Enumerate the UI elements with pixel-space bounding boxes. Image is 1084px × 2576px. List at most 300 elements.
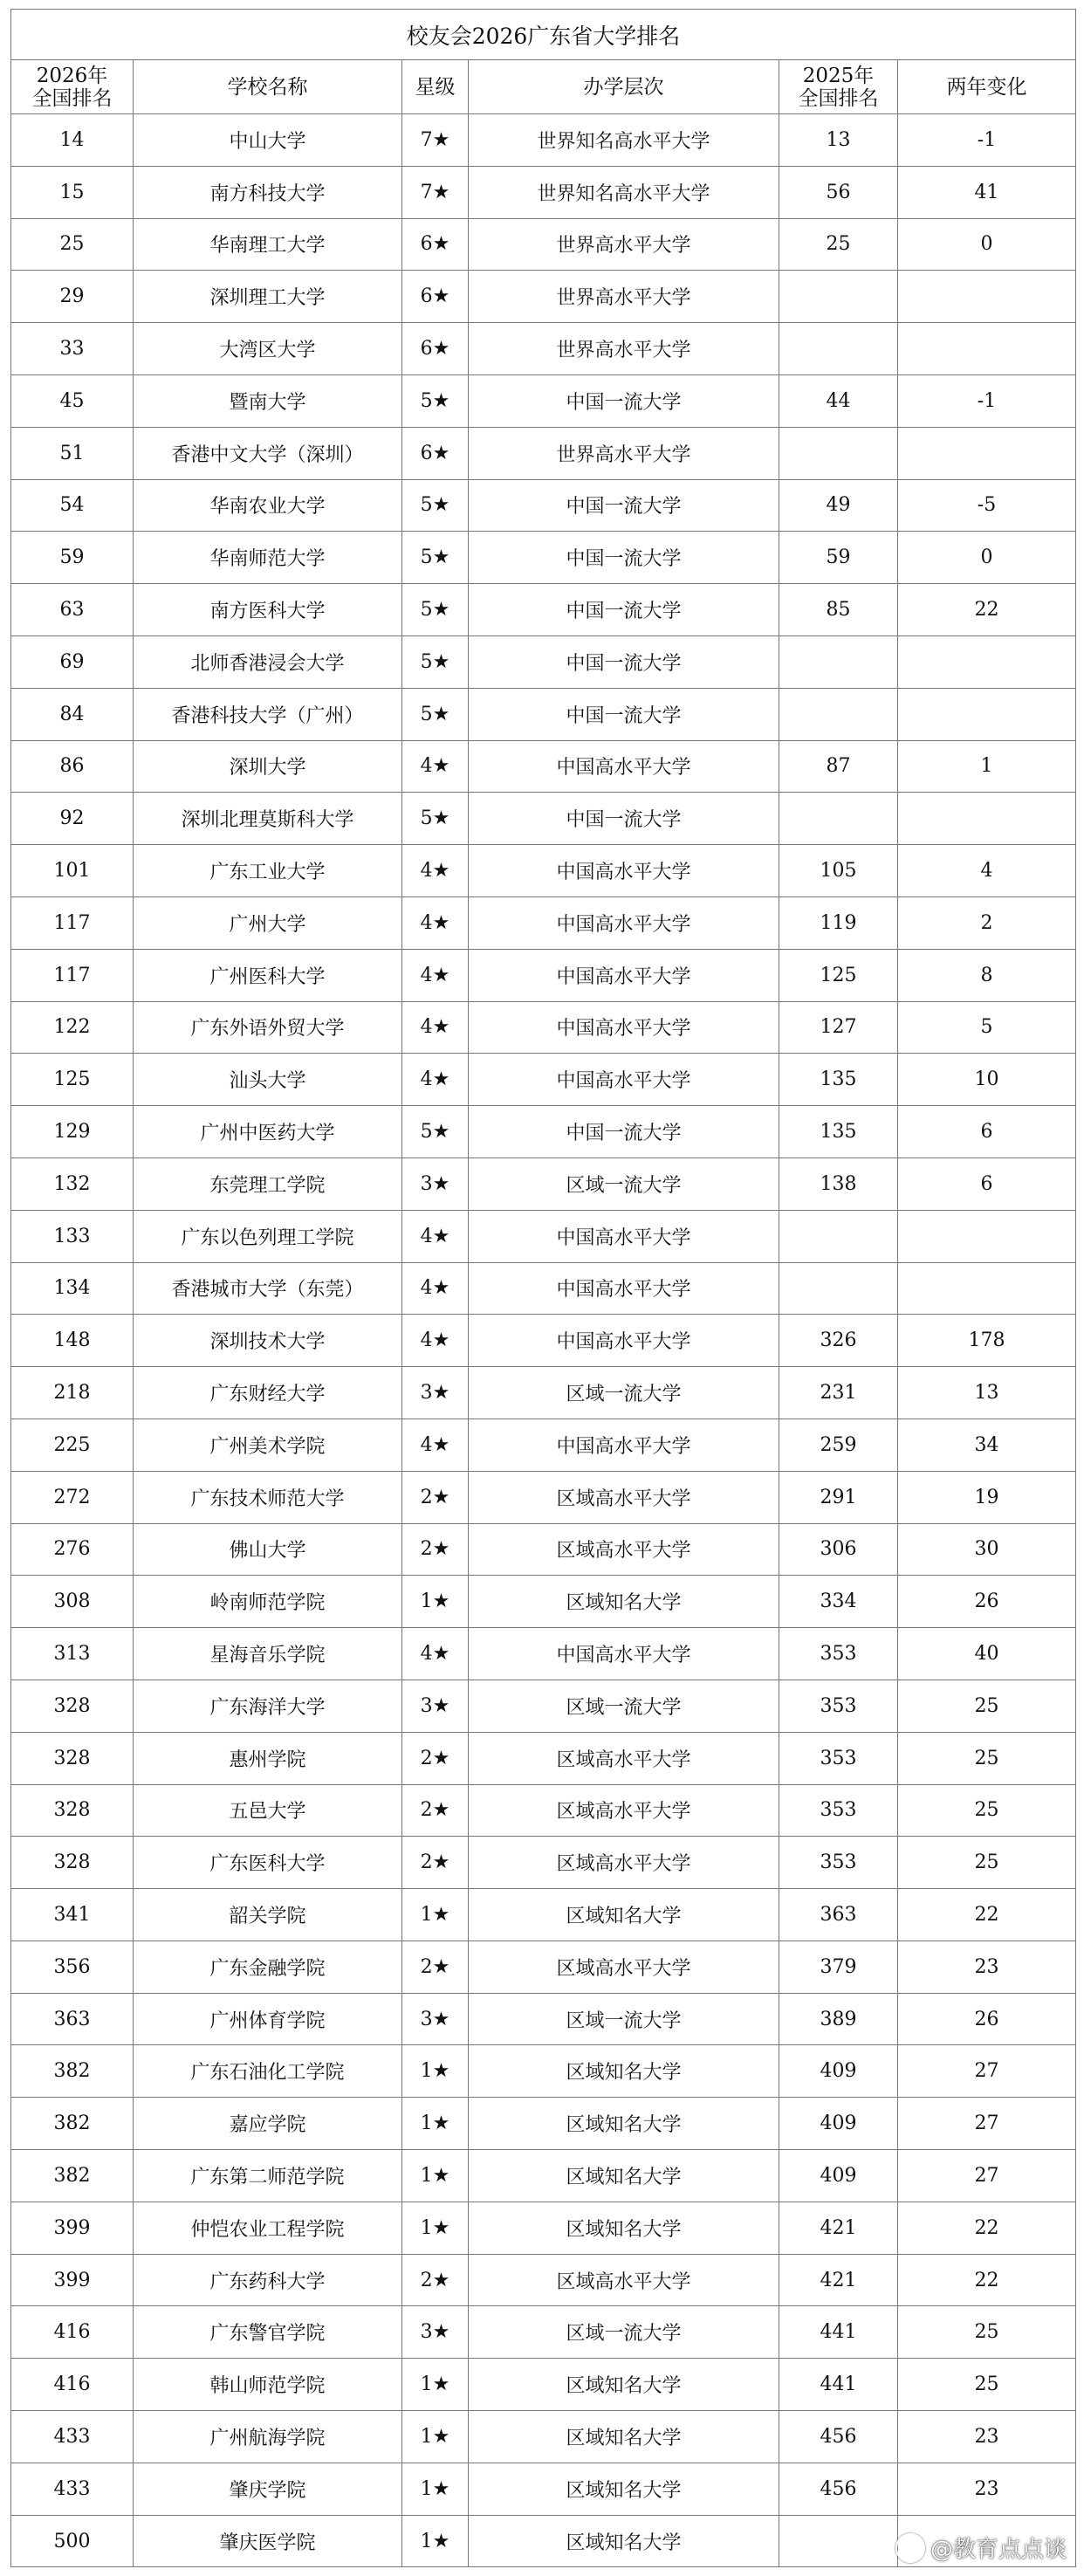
cell-level: 中国高水平大学 <box>469 949 779 1001</box>
table-row <box>11 1889 1076 1941</box>
cell-stars: 1★ <box>402 1889 469 1941</box>
table-body <box>11 114 1076 2567</box>
cell-stars: 2★ <box>402 1732 469 1784</box>
cell-school-name: 香港城市大学（东莞） <box>134 1262 402 1315</box>
cell-change: 27 <box>898 2098 1076 2150</box>
cell-school-name: 广东金融学院 <box>134 1941 402 1993</box>
cell-rank-2025: 49 <box>779 479 898 532</box>
cell-rank-2025: 326 <box>779 1315 898 1367</box>
cell-stars: 1★ <box>402 1576 469 1628</box>
table-row <box>11 949 1076 1001</box>
table-row <box>11 896 1076 949</box>
cell-rank-2025: 421 <box>779 2202 898 2254</box>
cell-rank-2025: 87 <box>779 740 898 793</box>
header-rank-2025: 2025年 全国排名 <box>779 60 898 114</box>
cell-rank-2025: 456 <box>779 2463 898 2515</box>
cell-rank-2026: 122 <box>11 1001 134 1054</box>
cell-change: 26 <box>898 1576 1076 1628</box>
cell-rank-2026: 382 <box>11 2150 134 2202</box>
cell-stars: 4★ <box>402 949 469 1001</box>
cell-rank-2025: 127 <box>779 1001 898 1054</box>
cell-rank-2025: 409 <box>779 2150 898 2202</box>
cell-rank-2026: 117 <box>11 949 134 1001</box>
table-row <box>11 1523 1076 1576</box>
cell-level: 区域高水平大学 <box>469 1784 779 1837</box>
cell-rank-2026: 84 <box>11 688 134 740</box>
cell-rank-2026: 416 <box>11 2306 134 2359</box>
header-change: 两年变化 <box>898 60 1076 114</box>
cell-stars: 3★ <box>402 1993 469 2045</box>
cell-rank-2025: 306 <box>779 1523 898 1576</box>
cell-change: -1 <box>898 374 1076 427</box>
cell-school-name: 广东以色列理工学院 <box>134 1210 402 1262</box>
cell-level: 区域知名大学 <box>469 1576 779 1628</box>
cell-rank-2026: 313 <box>11 1628 134 1680</box>
cell-rank-2026: 132 <box>11 1157 134 1210</box>
cell-school-name: 五邑大学 <box>134 1784 402 1837</box>
table-row <box>11 2306 1076 2359</box>
cell-level: 中国一流大学 <box>469 1106 779 1158</box>
cell-school-name: 肇庆医学院 <box>134 2515 402 2567</box>
cell-change: 6 <box>898 1106 1076 1158</box>
cell-rank-2025 <box>779 793 898 845</box>
table-row <box>11 1106 1076 1158</box>
cell-change: -1 <box>898 114 1076 167</box>
cell-change: 22 <box>898 1889 1076 1941</box>
cell-change: 1 <box>898 740 1076 793</box>
cell-change: 0 <box>898 218 1076 271</box>
cell-rank-2025: 125 <box>779 949 898 1001</box>
table-row <box>11 2254 1076 2306</box>
cell-change: 34 <box>898 1419 1076 1471</box>
cell-rank-2026: 272 <box>11 1471 134 1523</box>
cell-stars: 5★ <box>402 1106 469 1158</box>
cell-rank-2025: 363 <box>779 1889 898 1941</box>
header-school-name: 学校名称 <box>134 60 402 114</box>
table-row <box>11 1784 1076 1837</box>
table-row <box>11 635 1076 688</box>
cell-change: 178 <box>898 1315 1076 1367</box>
cell-school-name: 南方医科大学 <box>134 584 402 636</box>
table-row <box>11 1680 1076 1732</box>
cell-school-name: 深圳大学 <box>134 740 402 793</box>
cell-school-name: 深圳北理莫斯科大学 <box>134 793 402 845</box>
cell-school-name: 广州大学 <box>134 896 402 949</box>
cell-school-name: 广东医科大学 <box>134 1837 402 1889</box>
cell-school-name: 广州体育学院 <box>134 1993 402 2045</box>
cell-rank-2025: 85 <box>779 584 898 636</box>
cell-school-name: 韩山师范学院 <box>134 2359 402 2411</box>
cell-rank-2026: 276 <box>11 1523 134 1576</box>
cell-rank-2025 <box>779 2515 898 2567</box>
cell-level: 区域高水平大学 <box>469 1941 779 1993</box>
cell-rank-2026: 399 <box>11 2254 134 2306</box>
cell-school-name: 大湾区大学 <box>134 323 402 375</box>
cell-stars: 4★ <box>402 1315 469 1367</box>
table-row <box>11 2411 1076 2463</box>
header-level: 办学层次 <box>469 60 779 114</box>
cell-school-name: 广东海洋大学 <box>134 1680 402 1732</box>
cell-stars: 4★ <box>402 1419 469 1471</box>
cell-change: 22 <box>898 2254 1076 2306</box>
cell-rank-2025 <box>779 1210 898 1262</box>
table-row <box>11 1941 1076 1993</box>
cell-school-name: 广州美术学院 <box>134 1419 402 1471</box>
cell-level: 世界高水平大学 <box>469 218 779 271</box>
cell-rank-2026: 356 <box>11 1941 134 1993</box>
cell-level: 区域知名大学 <box>469 2202 779 2254</box>
cell-school-name: 北师香港浸会大学 <box>134 635 402 688</box>
cell-stars: 5★ <box>402 532 469 584</box>
cell-rank-2026: 218 <box>11 1367 134 1419</box>
cell-rank-2026: 382 <box>11 2098 134 2150</box>
cell-change <box>898 271 1076 323</box>
cell-change: 22 <box>898 584 1076 636</box>
cell-stars: 1★ <box>402 2515 469 2567</box>
cell-rank-2026: 433 <box>11 2463 134 2515</box>
cell-change: 8 <box>898 949 1076 1001</box>
cell-level: 区域一流大学 <box>469 1680 779 1732</box>
cell-change: 6 <box>898 1157 1076 1210</box>
cell-change: 19 <box>898 1471 1076 1523</box>
cell-change <box>898 323 1076 375</box>
table-row <box>11 740 1076 793</box>
watermark-text: @教育点点谈 <box>930 2537 1067 2563</box>
cell-rank-2026: 328 <box>11 1680 134 1732</box>
cell-level: 中国高水平大学 <box>469 1419 779 1471</box>
cell-rank-2025: 441 <box>779 2306 898 2359</box>
cell-school-name: 南方科技大学 <box>134 166 402 218</box>
cell-rank-2025: 421 <box>779 2254 898 2306</box>
cell-rank-2025: 353 <box>779 1837 898 1889</box>
cell-level: 中国一流大学 <box>469 688 779 740</box>
cell-rank-2025: 231 <box>779 1367 898 1419</box>
table-row <box>11 1419 1076 1471</box>
cell-change: 27 <box>898 2150 1076 2202</box>
table-row <box>11 1262 1076 1315</box>
table-row <box>11 793 1076 845</box>
cell-school-name: 惠州学院 <box>134 1732 402 1784</box>
cell-rank-2025: 379 <box>779 1941 898 1993</box>
cell-stars: 5★ <box>402 374 469 427</box>
table-row <box>11 1210 1076 1262</box>
cell-change: 25 <box>898 1680 1076 1732</box>
cell-level: 中国高水平大学 <box>469 1628 779 1680</box>
cell-school-name: 东莞理工学院 <box>134 1157 402 1210</box>
smiley-icon <box>895 2533 925 2563</box>
cell-rank-2026: 125 <box>11 1054 134 1106</box>
cell-stars: 4★ <box>402 1628 469 1680</box>
cell-rank-2025: 441 <box>779 2359 898 2411</box>
cell-rank-2026: 308 <box>11 1576 134 1628</box>
cell-level: 中国一流大学 <box>469 479 779 532</box>
cell-rank-2026: 133 <box>11 1210 134 1262</box>
cell-level: 区域知名大学 <box>469 2150 779 2202</box>
cell-change <box>898 635 1076 688</box>
cell-level: 中国高水平大学 <box>469 896 779 949</box>
cell-school-name: 佛山大学 <box>134 1523 402 1576</box>
cell-school-name: 中山大学 <box>134 114 402 167</box>
table-row <box>11 1471 1076 1523</box>
cell-rank-2025: 409 <box>779 2045 898 2098</box>
header-stars: 星级 <box>402 60 469 114</box>
cell-level: 区域高水平大学 <box>469 2254 779 2306</box>
cell-level: 世界高水平大学 <box>469 427 779 479</box>
table-row <box>11 2098 1076 2150</box>
cell-level: 区域知名大学 <box>469 2359 779 2411</box>
cell-rank-2026: 382 <box>11 2045 134 2098</box>
cell-level: 区域知名大学 <box>469 2411 779 2463</box>
cell-stars: 1★ <box>402 2150 469 2202</box>
cell-rank-2025: 56 <box>779 166 898 218</box>
table-row <box>11 166 1076 218</box>
table-row <box>11 1837 1076 1889</box>
cell-rank-2026: 433 <box>11 2411 134 2463</box>
cell-rank-2025: 334 <box>779 1576 898 1628</box>
cell-school-name: 广东药科大学 <box>134 2254 402 2306</box>
cell-stars: 5★ <box>402 635 469 688</box>
cell-change <box>898 793 1076 845</box>
cell-rank-2026: 51 <box>11 427 134 479</box>
cell-stars: 3★ <box>402 1157 469 1210</box>
cell-stars: 4★ <box>402 845 469 897</box>
cell-stars: 2★ <box>402 1941 469 1993</box>
cell-stars: 5★ <box>402 584 469 636</box>
cell-change: 25 <box>898 2359 1076 2411</box>
cell-school-name: 广东技术师范大学 <box>134 1471 402 1523</box>
cell-school-name: 广东外语外贸大学 <box>134 1001 402 1054</box>
table-row <box>11 2150 1076 2202</box>
cell-change: 22 <box>898 2202 1076 2254</box>
cell-level: 区域一流大学 <box>469 2306 779 2359</box>
cell-stars: 3★ <box>402 1367 469 1419</box>
cell-level: 中国高水平大学 <box>469 1315 779 1367</box>
cell-level: 区域高水平大学 <box>469 1471 779 1523</box>
cell-stars: 2★ <box>402 1523 469 1576</box>
cell-level: 中国高水平大学 <box>469 845 779 897</box>
cell-level: 中国一流大学 <box>469 635 779 688</box>
cell-level: 中国一流大学 <box>469 374 779 427</box>
cell-rank-2025 <box>779 427 898 479</box>
watermark <box>895 2531 1067 2564</box>
cell-change: 2 <box>898 896 1076 949</box>
cell-rank-2025: 353 <box>779 1732 898 1784</box>
cell-stars: 6★ <box>402 427 469 479</box>
cell-rank-2026: 148 <box>11 1315 134 1367</box>
cell-rank-2025: 259 <box>779 1419 898 1471</box>
cell-rank-2025 <box>779 323 898 375</box>
cell-school-name: 广东财经大学 <box>134 1367 402 1419</box>
cell-stars: 2★ <box>402 1784 469 1837</box>
cell-school-name: 广州航海学院 <box>134 2411 402 2463</box>
cell-stars: 5★ <box>402 688 469 740</box>
cell-rank-2025: 138 <box>779 1157 898 1210</box>
cell-rank-2026: 117 <box>11 896 134 949</box>
cell-school-name: 韶关学院 <box>134 1889 402 1941</box>
cell-rank-2026: 363 <box>11 1993 134 2045</box>
cell-rank-2025 <box>779 271 898 323</box>
cell-stars: 4★ <box>402 740 469 793</box>
cell-school-name: 肇庆学院 <box>134 2463 402 2515</box>
cell-level: 中国高水平大学 <box>469 1054 779 1106</box>
table-row <box>11 1001 1076 1054</box>
cell-rank-2025: 135 <box>779 1106 898 1158</box>
cell-rank-2026: 86 <box>11 740 134 793</box>
header-row <box>11 60 1076 114</box>
cell-stars: 7★ <box>402 166 469 218</box>
cell-level: 区域高水平大学 <box>469 1523 779 1576</box>
cell-stars: 7★ <box>402 114 469 167</box>
ranking-sheet <box>10 9 1075 2567</box>
cell-school-name: 广州医科大学 <box>134 949 402 1001</box>
cell-rank-2025: 105 <box>779 845 898 897</box>
cell-level: 中国一流大学 <box>469 584 779 636</box>
cell-stars: 1★ <box>402 2463 469 2515</box>
cell-change: 10 <box>898 1054 1076 1106</box>
cell-school-name: 汕头大学 <box>134 1054 402 1106</box>
table-row <box>11 323 1076 375</box>
cell-level: 中国高水平大学 <box>469 1262 779 1315</box>
table-row <box>11 584 1076 636</box>
cell-school-name: 广东工业大学 <box>134 845 402 897</box>
cell-change: -5 <box>898 479 1076 532</box>
cell-rank-2026: 341 <box>11 1889 134 1941</box>
cell-level: 区域高水平大学 <box>469 1837 779 1889</box>
cell-rank-2026: 399 <box>11 2202 134 2254</box>
cell-rank-2026: 25 <box>11 218 134 271</box>
table-row <box>11 1732 1076 1784</box>
cell-rank-2026: 328 <box>11 1837 134 1889</box>
cell-level: 中国高水平大学 <box>469 1210 779 1262</box>
cell-school-name: 嘉应学院 <box>134 2098 402 2150</box>
cell-change: 25 <box>898 2306 1076 2359</box>
cell-stars: 1★ <box>402 2202 469 2254</box>
cell-change: 26 <box>898 1993 1076 2045</box>
cell-change: 27 <box>898 2045 1076 2098</box>
cell-rank-2026: 225 <box>11 1419 134 1471</box>
cell-stars: 2★ <box>402 1471 469 1523</box>
cell-rank-2026: 15 <box>11 166 134 218</box>
cell-change: 0 <box>898 532 1076 584</box>
table-row <box>11 532 1076 584</box>
cell-stars: 3★ <box>402 1680 469 1732</box>
cell-rank-2026: 69 <box>11 635 134 688</box>
table-row <box>11 2202 1076 2254</box>
table-row <box>11 271 1076 323</box>
cell-stars: 1★ <box>402 2045 469 2098</box>
cell-school-name: 华南师范大学 <box>134 532 402 584</box>
cell-change: 23 <box>898 2463 1076 2515</box>
table-row <box>11 1157 1076 1210</box>
cell-rank-2026: 134 <box>11 1262 134 1315</box>
cell-rank-2026: 416 <box>11 2359 134 2411</box>
cell-change <box>898 427 1076 479</box>
cell-school-name: 香港科技大学（广州） <box>134 688 402 740</box>
cell-level: 区域一流大学 <box>469 1157 779 1210</box>
cell-school-name: 香港中文大学（深圳） <box>134 427 402 479</box>
cell-rank-2025: 25 <box>779 218 898 271</box>
cell-rank-2025: 353 <box>779 1628 898 1680</box>
cell-stars: 6★ <box>402 218 469 271</box>
cell-rank-2025: 291 <box>779 1471 898 1523</box>
cell-level: 中国一流大学 <box>469 793 779 845</box>
cell-school-name: 深圳技术大学 <box>134 1315 402 1367</box>
cell-level: 区域知名大学 <box>469 1889 779 1941</box>
cell-rank-2026: 59 <box>11 532 134 584</box>
cell-change: 25 <box>898 1837 1076 1889</box>
cell-level: 区域知名大学 <box>469 2515 779 2567</box>
cell-rank-2026: 500 <box>11 2515 134 2567</box>
cell-level: 世界知名高水平大学 <box>469 166 779 218</box>
cell-change: 40 <box>898 1628 1076 1680</box>
cell-school-name: 华南农业大学 <box>134 479 402 532</box>
table-row <box>11 688 1076 740</box>
cell-stars: 4★ <box>402 896 469 949</box>
cell-rank-2026: 45 <box>11 374 134 427</box>
cell-change <box>898 688 1076 740</box>
cell-change: 30 <box>898 1523 1076 1576</box>
cell-rank-2025: 119 <box>779 896 898 949</box>
cell-rank-2025: 13 <box>779 114 898 167</box>
cell-school-name: 仲恺农业工程学院 <box>134 2202 402 2254</box>
table-row <box>11 1576 1076 1628</box>
table-row <box>11 114 1076 167</box>
cell-stars: 3★ <box>402 2306 469 2359</box>
cell-rank-2025: 59 <box>779 532 898 584</box>
table-row <box>11 218 1076 271</box>
table-row <box>11 479 1076 532</box>
table-row <box>11 845 1076 897</box>
table-row <box>11 2045 1076 2098</box>
cell-change: 13 <box>898 1367 1076 1419</box>
cell-rank-2026: 54 <box>11 479 134 532</box>
table-row <box>11 1993 1076 2045</box>
cell-level: 中国一流大学 <box>469 532 779 584</box>
cell-change: 25 <box>898 1732 1076 1784</box>
cell-level: 中国高水平大学 <box>469 1001 779 1054</box>
cell-stars: 6★ <box>402 271 469 323</box>
cell-school-name: 暨南大学 <box>134 374 402 427</box>
cell-rank-2025: 353 <box>779 1784 898 1837</box>
cell-change: 4 <box>898 845 1076 897</box>
ranking-table <box>10 9 1076 2567</box>
cell-change: 5 <box>898 1001 1076 1054</box>
cell-stars: 5★ <box>402 793 469 845</box>
cell-rank-2025: 409 <box>779 2098 898 2150</box>
cell-school-name: 深圳理工大学 <box>134 271 402 323</box>
cell-school-name: 华南理工大学 <box>134 218 402 271</box>
cell-stars: 4★ <box>402 1262 469 1315</box>
cell-level: 区域知名大学 <box>469 2463 779 2515</box>
cell-rank-2026: 92 <box>11 793 134 845</box>
cell-rank-2026: 328 <box>11 1784 134 1837</box>
cell-rank-2025: 456 <box>779 2411 898 2463</box>
table-row <box>11 427 1076 479</box>
cell-rank-2025: 44 <box>779 374 898 427</box>
cell-change <box>898 1262 1076 1315</box>
table-row <box>11 1315 1076 1367</box>
cell-stars: 4★ <box>402 1001 469 1054</box>
cell-stars: 1★ <box>402 2411 469 2463</box>
cell-rank-2026: 328 <box>11 1732 134 1784</box>
cell-level: 区域高水平大学 <box>469 1732 779 1784</box>
cell-change <box>898 1210 1076 1262</box>
header-rank-2026: 2026年 全国排名 <box>11 60 134 114</box>
cell-stars: 5★ <box>402 479 469 532</box>
cell-change: 23 <box>898 1941 1076 1993</box>
cell-school-name: 广州中医药大学 <box>134 1106 402 1158</box>
cell-rank-2026: 29 <box>11 271 134 323</box>
